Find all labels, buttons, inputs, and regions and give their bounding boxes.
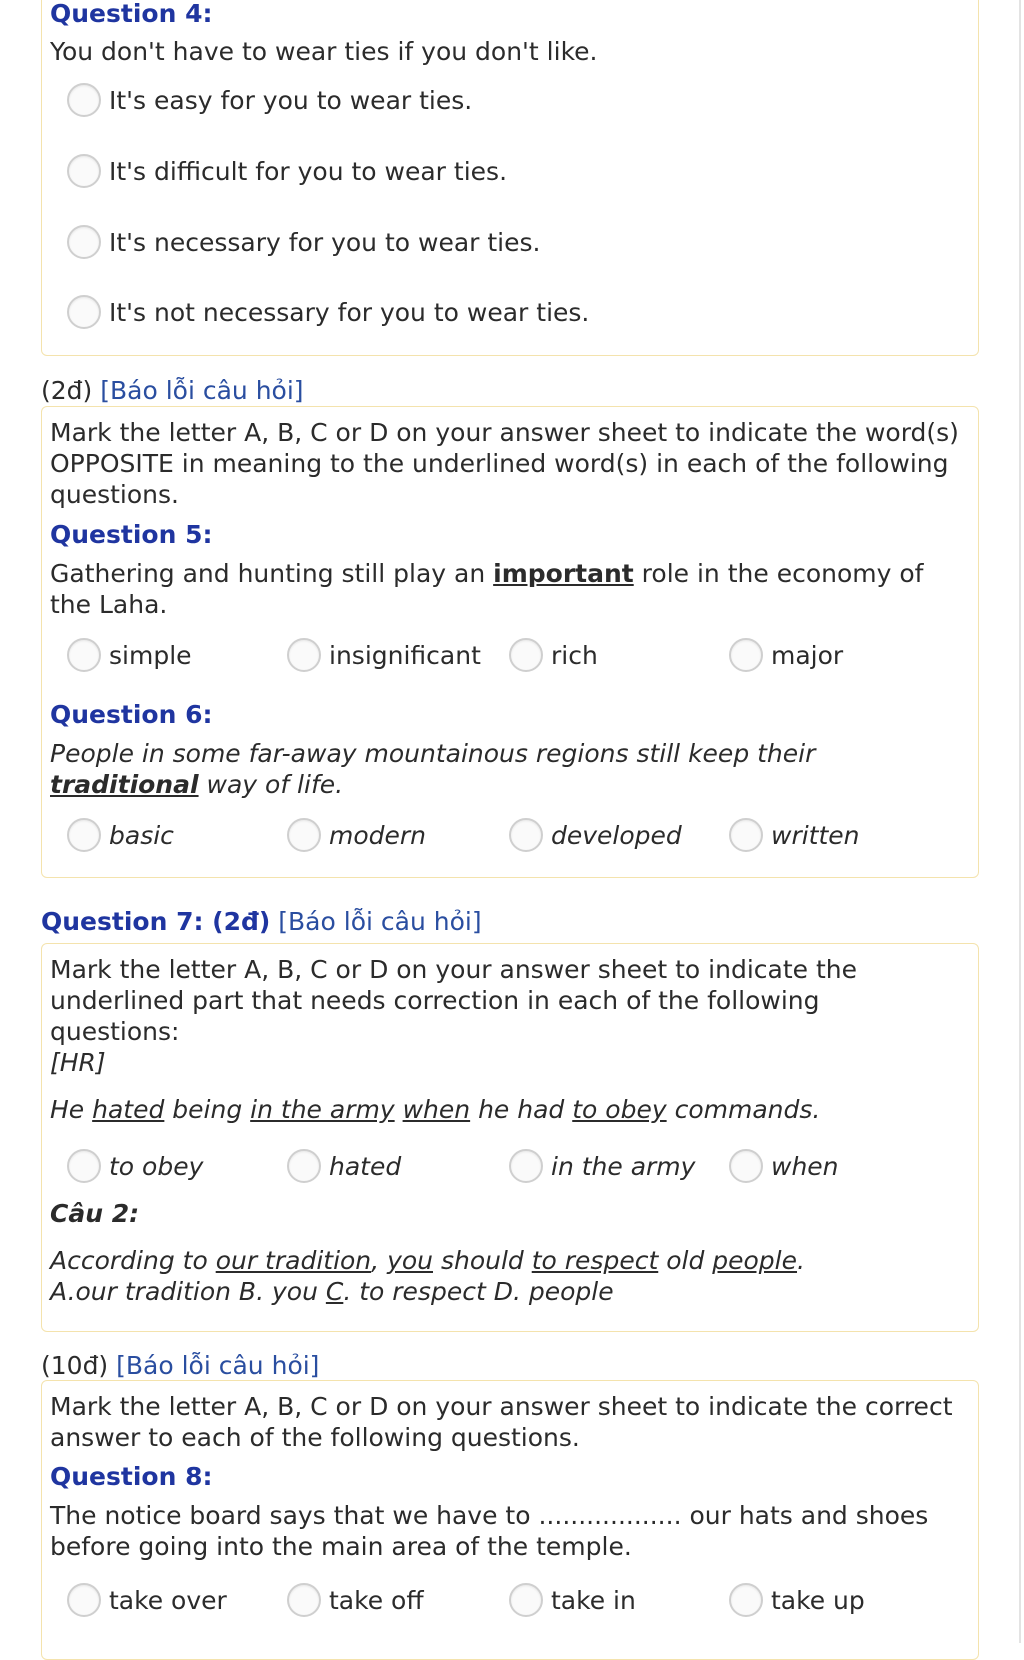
report-error-link[interactable]: [Báo lỗi câu hỏi] — [278, 907, 482, 936]
q5-option-3[interactable] — [509, 635, 598, 675]
q5-stem-part: Gathering and hunting still play an — [50, 559, 494, 588]
q5-option-4-label: major — [771, 640, 844, 670]
q7-sentence-text: he had — [470, 1095, 573, 1124]
q7-sentence-text: commands. — [666, 1095, 821, 1124]
right-edge-divider — [1019, 0, 1021, 1643]
q6-option-4-label: written — [771, 820, 860, 850]
q4-option-4-label: It's not necessary for you to wear ties. — [109, 297, 590, 327]
q7-option-1[interactable] — [67, 1146, 203, 1186]
cau2-underlined-part: people — [712, 1246, 798, 1275]
q4-option-4[interactable] — [67, 292, 589, 332]
q6-stem-part: People in some far-away mountainous regions still keep their — [50, 739, 816, 768]
q8-option-3[interactable] — [509, 1580, 636, 1620]
radio-button[interactable] — [287, 638, 321, 672]
q6-option-2-label: modern — [329, 820, 427, 850]
cau-2-choices — [50, 1276, 970, 1307]
question-5-title: Question 5: — [50, 520, 213, 549]
cau-2-title: Câu 2: — [50, 1199, 140, 1228]
question-4-stem: You don't have to wear ties if you don't like. — [50, 37, 598, 66]
q7-option-2[interactable] — [287, 1146, 401, 1186]
section-2-instruction: Mark the letter A, B, C or D on your answer sheet to indicate the word(s) OPPOSITE in meaning to the underlined word(s) in each of the following questions. — [50, 418, 959, 509]
q7-underlined-part: in the army — [250, 1095, 395, 1124]
cau2-underlined-part: you — [387, 1246, 433, 1275]
q4-option-2[interactable] — [67, 151, 507, 191]
question-7-sentence — [50, 1094, 970, 1125]
radio-button[interactable] — [509, 818, 543, 852]
q7-underlined-part: when — [402, 1095, 471, 1124]
radio-button[interactable] — [67, 1583, 101, 1617]
q5-underlined-word: important — [493, 559, 634, 588]
q4-option-1-label: It's easy for you to wear ties. — [109, 85, 473, 115]
radio-button[interactable] — [509, 1149, 543, 1183]
report-error-link[interactable]: [Báo lỗi câu hỏi] — [100, 376, 304, 405]
q7-underlined-part: hated — [92, 1095, 165, 1124]
q6-underlined-word: traditional — [50, 770, 199, 799]
cau2-text: old — [658, 1246, 713, 1275]
question-4-title: Question 4: — [50, 0, 213, 28]
cau2-underlined-part: our tradition — [215, 1246, 372, 1275]
q8-option-3-label: take in — [551, 1585, 636, 1615]
q5-option-2-label: insignificant — [329, 640, 481, 670]
question-6-stem — [50, 738, 970, 800]
q4-option-2-label: It's difficult for you to wear ties. — [109, 156, 508, 186]
q4-option-3[interactable] — [67, 222, 540, 262]
q5-option-2[interactable] — [287, 635, 481, 675]
question-7-title: Question 7: (2đ) — [41, 907, 271, 936]
q8-option-1[interactable] — [67, 1580, 227, 1620]
q6-option-1[interactable] — [67, 815, 174, 855]
section-3-heading — [41, 1350, 319, 1381]
q6-option-1-label: basic — [109, 820, 174, 850]
q4-option-1[interactable] — [67, 80, 472, 120]
cau2-text: should — [433, 1246, 532, 1275]
q7-option-3-label: in the army — [551, 1151, 696, 1181]
radio-button[interactable] — [67, 154, 101, 188]
q7-option-1-label: to obey — [109, 1151, 204, 1181]
q6-option-2[interactable] — [287, 815, 426, 855]
q8-option-2[interactable] — [287, 1580, 424, 1620]
radio-button[interactable] — [67, 295, 101, 329]
radio-button[interactable] — [287, 818, 321, 852]
q5-option-4[interactable] — [729, 635, 843, 675]
q4-option-3-label: It's necessary for you to wear ties. — [109, 227, 541, 257]
radio-button[interactable] — [67, 225, 101, 259]
cau2-text: . — [797, 1246, 805, 1275]
question-7-heading — [41, 906, 482, 937]
q7-sentence-text: being — [164, 1095, 251, 1124]
q7-option-3[interactable] — [509, 1146, 695, 1186]
cau2-text: According to — [50, 1246, 216, 1275]
q5-option-3-label: rich — [551, 640, 598, 670]
radio-button[interactable] — [509, 1583, 543, 1617]
q8-option-2-label: take off — [329, 1585, 424, 1615]
question-8-stem: The notice board says that we have to .................. our hats and shoes before going into the main area of the temple. — [50, 1501, 929, 1561]
radio-button[interactable] — [67, 83, 101, 117]
cau2-text: , — [371, 1246, 388, 1275]
question-7-instruction: Mark the letter A, B, C or D on your answer sheet to indicate the underlined part that needs correction in each of the following questions: — [50, 955, 858, 1046]
hr-tag: [HR] — [50, 1048, 106, 1077]
radio-button[interactable] — [509, 638, 543, 672]
section-3-points: (10đ) — [41, 1351, 109, 1380]
question-5-stem — [50, 558, 970, 620]
radio-button[interactable] — [729, 1583, 763, 1617]
q7-sentence-text: He — [50, 1095, 93, 1124]
q7-option-4[interactable] — [729, 1146, 839, 1186]
radio-button[interactable] — [67, 638, 101, 672]
q6-stem-part: way of life. — [198, 770, 344, 799]
section-3-instruction: Mark the letter A, B, C or D on your answer sheet to indicate the correct answer to each of the following questions. — [50, 1392, 953, 1452]
cau-2-sentence — [50, 1245, 970, 1276]
radio-button[interactable] — [729, 1149, 763, 1183]
q8-option-4-label: take up — [771, 1585, 865, 1615]
report-error-link[interactable]: [Báo lỗi câu hỏi] — [116, 1351, 320, 1380]
q6-option-3-label: developed — [551, 820, 682, 850]
cau2-choice-text: . to respect D. people — [343, 1277, 614, 1306]
q6-option-3[interactable] — [509, 815, 682, 855]
q5-option-1[interactable] — [67, 635, 192, 675]
cau2-choice-letter: C — [325, 1277, 344, 1306]
q7-underlined-part: to obey — [572, 1095, 667, 1124]
q7-option-2-label: hated — [329, 1151, 402, 1181]
radio-button[interactable] — [729, 818, 763, 852]
cau2-underlined-part: to respect — [531, 1246, 659, 1275]
radio-button[interactable] — [287, 1149, 321, 1183]
question-8-title: Question 8: — [50, 1462, 213, 1491]
radio-button[interactable] — [67, 818, 101, 852]
q7-option-4-label: when — [771, 1151, 839, 1181]
cau2-choice-text: A.our tradition B. you — [50, 1277, 326, 1306]
q5-stem-part: role in the economy of the Laha. — [50, 559, 924, 619]
radio-button[interactable] — [67, 1149, 101, 1183]
question-6-title: Question 6: — [50, 700, 213, 729]
radio-button[interactable] — [287, 1583, 321, 1617]
q8-option-4[interactable] — [729, 1580, 865, 1620]
q5-option-1-label: simple — [109, 640, 192, 670]
q6-option-4[interactable] — [729, 815, 860, 855]
section-2-points: (2đ) — [41, 376, 93, 405]
section-2-heading — [41, 375, 304, 406]
q8-option-1-label: take over — [109, 1585, 227, 1615]
radio-button[interactable] — [729, 638, 763, 672]
q7-sentence-text — [395, 1095, 403, 1124]
